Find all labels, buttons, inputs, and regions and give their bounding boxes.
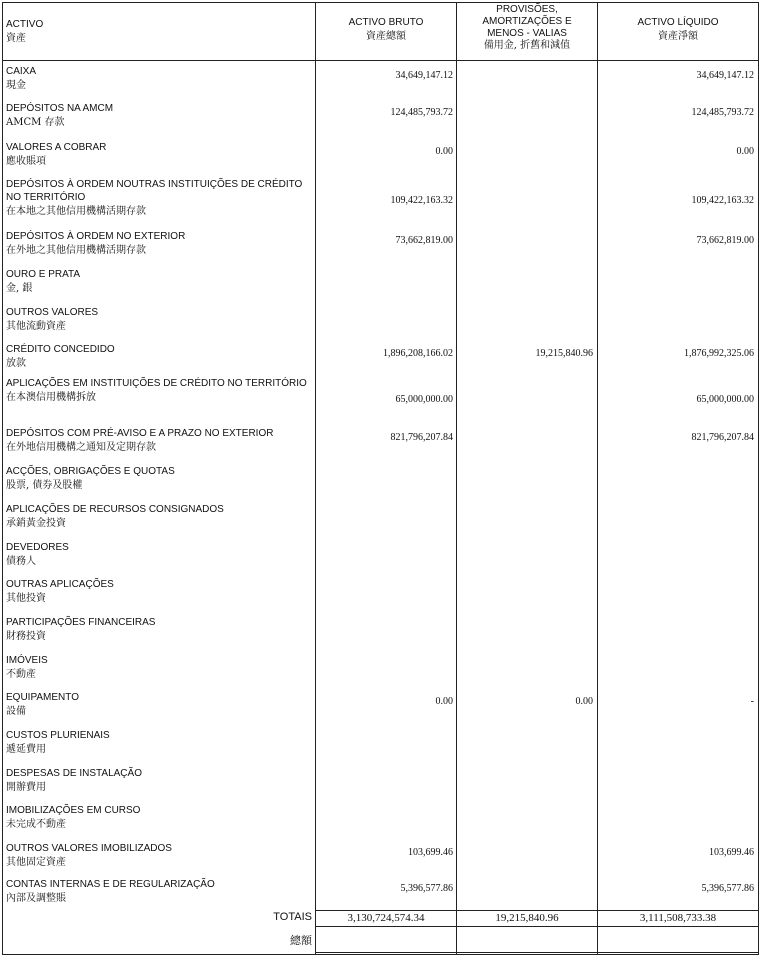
total-bruto: 3,130,724,574.34 [347, 912, 425, 924]
row-label-pt: DEPÓSITOS NA AMCM [6, 103, 114, 114]
row-label-zh: 金, 銀 [6, 283, 33, 294]
row-label-zh: 股票, 債券及股權 [6, 480, 83, 491]
total-liquido: 3,111,508,733.38 [639, 912, 717, 924]
totals-zh-box [457, 927, 597, 953]
row-label-pt: OUTRAS APLICAÇÕES [6, 579, 114, 590]
totals-zh-box [598, 927, 758, 953]
header-divider [3, 60, 758, 61]
value-liquido: 103,699.46 [709, 847, 754, 858]
row-label-zh: 在本澳信用機構拆放 [6, 392, 96, 403]
row-label-zh: 遞延費用 [6, 744, 46, 755]
row-label-zh: 其他投資 [6, 593, 46, 604]
value-liquido: 34,649,147.12 [696, 70, 754, 81]
header-provisoes [457, 4, 597, 52]
row-label-zh: 財務投資 [6, 631, 46, 642]
row-label-pt: DESPESAS DE INSTALAÇÃO [6, 768, 142, 779]
value-liquido: 65,000,000.00 [696, 394, 754, 405]
value-liquido: 821,796,207.84 [691, 432, 754, 443]
row-label-zh: 放款 [6, 358, 26, 369]
row-label-pt: IMÓVEIS [6, 655, 48, 666]
header-activo-bruto [316, 17, 456, 43]
header-activo-liquido-zh: 資產淨額 [658, 31, 698, 42]
row-label-pt: OURO E PRATA [6, 269, 81, 280]
header-provisoes-line3: MENOS - VALIAS [487, 28, 567, 39]
row-label-pt: CUSTOS PLURIENAIS [6, 730, 110, 741]
balance-sheet-table [2, 2, 759, 955]
value-liquido: 73,662,819.00 [696, 235, 754, 246]
totals-label: TOTAIS [273, 911, 312, 923]
value-bruto: 103,699.46 [408, 847, 453, 858]
header-activo-zh: 資產 [6, 33, 26, 44]
row-label-zh: 在本地之其他信用機構活期存款 [6, 206, 146, 217]
column-divider [597, 3, 598, 954]
row-label-pt: PARTICIPAÇÕES FINANCEIRAS [6, 617, 156, 628]
row-label-zh: 內部及調整賬 [6, 893, 66, 904]
header-activo-bruto-pt: ACTIVO BRUTO [348, 17, 424, 28]
row-label-pt: APLICAÇÕES EM INSTITUIÇÕES DE CRÉDITO NO TERRITÓRIO [6, 378, 307, 389]
row-label-zh: 其他流動資產 [6, 321, 66, 332]
row-label-pt: OUTROS VALORES IMOBILIZADOS [6, 843, 172, 854]
value-bruto: 0.00 [435, 696, 453, 707]
value-liquido: 5,396,577.86 [701, 883, 754, 894]
header-activo-pt: ACTIVO [6, 19, 44, 30]
row-label-pt: VALORES A COBRAR [6, 142, 107, 153]
value-liquido: - [750, 696, 754, 707]
row-label-zh: 承銷黃金投資 [6, 518, 66, 529]
row-label-zh: 其他固定資產 [6, 857, 66, 868]
row-label-pt: APLICAÇÕES DE RECURSOS CONSIGNADOS [6, 504, 224, 515]
header-provisoes-line2: AMORTIZAÇÕES E [482, 16, 572, 27]
row-label-zh: 未完成不動產 [6, 819, 66, 830]
row-label-pt: IMOBILIZAÇÕES EM CURSO [6, 805, 141, 816]
row-label-pt: EQUIPAMENTO [6, 692, 79, 703]
total-provisoes: 19,215,840.96 [495, 912, 559, 924]
value-bruto: 821,796,207.84 [390, 432, 453, 443]
column-divider [315, 3, 316, 954]
row-label-pt: ACÇÕES, OBRIGAÇÕES E QUOTAS [6, 466, 175, 477]
value-bruto: 1,896,208,166.02 [383, 348, 453, 359]
value-bruto: 109,422,163.32 [390, 195, 453, 206]
row-label-zh: 開辦費用 [6, 782, 46, 793]
value-bruto: 5,396,577.86 [400, 883, 453, 894]
value-liquido: 109,422,163.32 [691, 195, 754, 206]
header-activo-liquido-pt: ACTIVO LÍQUIDO [637, 17, 719, 28]
header-activo [6, 19, 306, 45]
row-label-zh: 在外地信用機構之通知及定期存款 [6, 442, 156, 453]
row-label-pt: DEPÓSITOS À ORDEM NO EXTERIOR [6, 231, 186, 242]
row-label-zh: 不動產 [6, 669, 36, 680]
value-provisoes: 19,215,840.96 [535, 348, 593, 359]
row-label-pt: OUTROS VALORES [6, 307, 99, 318]
value-liquido: 0.00 [736, 146, 754, 157]
row-label-zh: 設備 [6, 706, 26, 717]
header-provisoes-line1: PROVISÕES, [496, 4, 558, 15]
value-liquido: 1,876,992,325.06 [684, 348, 754, 359]
row-label-pt: CAIXA [6, 66, 37, 77]
row-label-pt: DEPÓSITOS COM PRÉ-AVISO E A PRAZO NO EXTERIOR [6, 428, 274, 439]
row-label-pt: CONTAS INTERNAS E DE REGULARIZAÇÃO [6, 879, 215, 890]
totals-zh-box [316, 927, 456, 953]
row-label-zh: AMCM 存款 [6, 117, 65, 128]
header-activo-bruto-zh: 資產總額 [366, 31, 406, 42]
row-label-pt: CRÉDITO CONCEDIDO [6, 344, 115, 355]
row-label-zh: 應收賬項 [6, 156, 46, 167]
value-bruto: 65,000,000.00 [395, 394, 453, 405]
row-label-zh: 債務人 [6, 556, 36, 567]
value-bruto: 34,649,147.12 [395, 70, 453, 81]
column-divider [456, 3, 457, 954]
value-bruto: 0.00 [435, 146, 453, 157]
header-provisoes-zh: 備用金, 折舊和減值 [483, 40, 571, 51]
totals-label-zh: 總額 [290, 934, 312, 947]
row-label-pt: DEPÓSITOS À ORDEM NOUTRAS INSTITUIÇÕES DE CRÉDITO NO TERRITÓRIO [6, 179, 303, 203]
value-bruto: 124,485,793.72 [390, 107, 453, 118]
header-activo-liquido [598, 17, 758, 43]
row-label-zh: 現金 [6, 80, 26, 91]
value-bruto: 73,662,819.00 [395, 235, 453, 246]
row-label-zh: 在外地之其他信用機構活期存款 [6, 245, 146, 256]
value-provisoes: 0.00 [575, 696, 593, 707]
value-liquido: 124,485,793.72 [691, 107, 754, 118]
row-label-pt: DEVEDORES [6, 542, 69, 553]
